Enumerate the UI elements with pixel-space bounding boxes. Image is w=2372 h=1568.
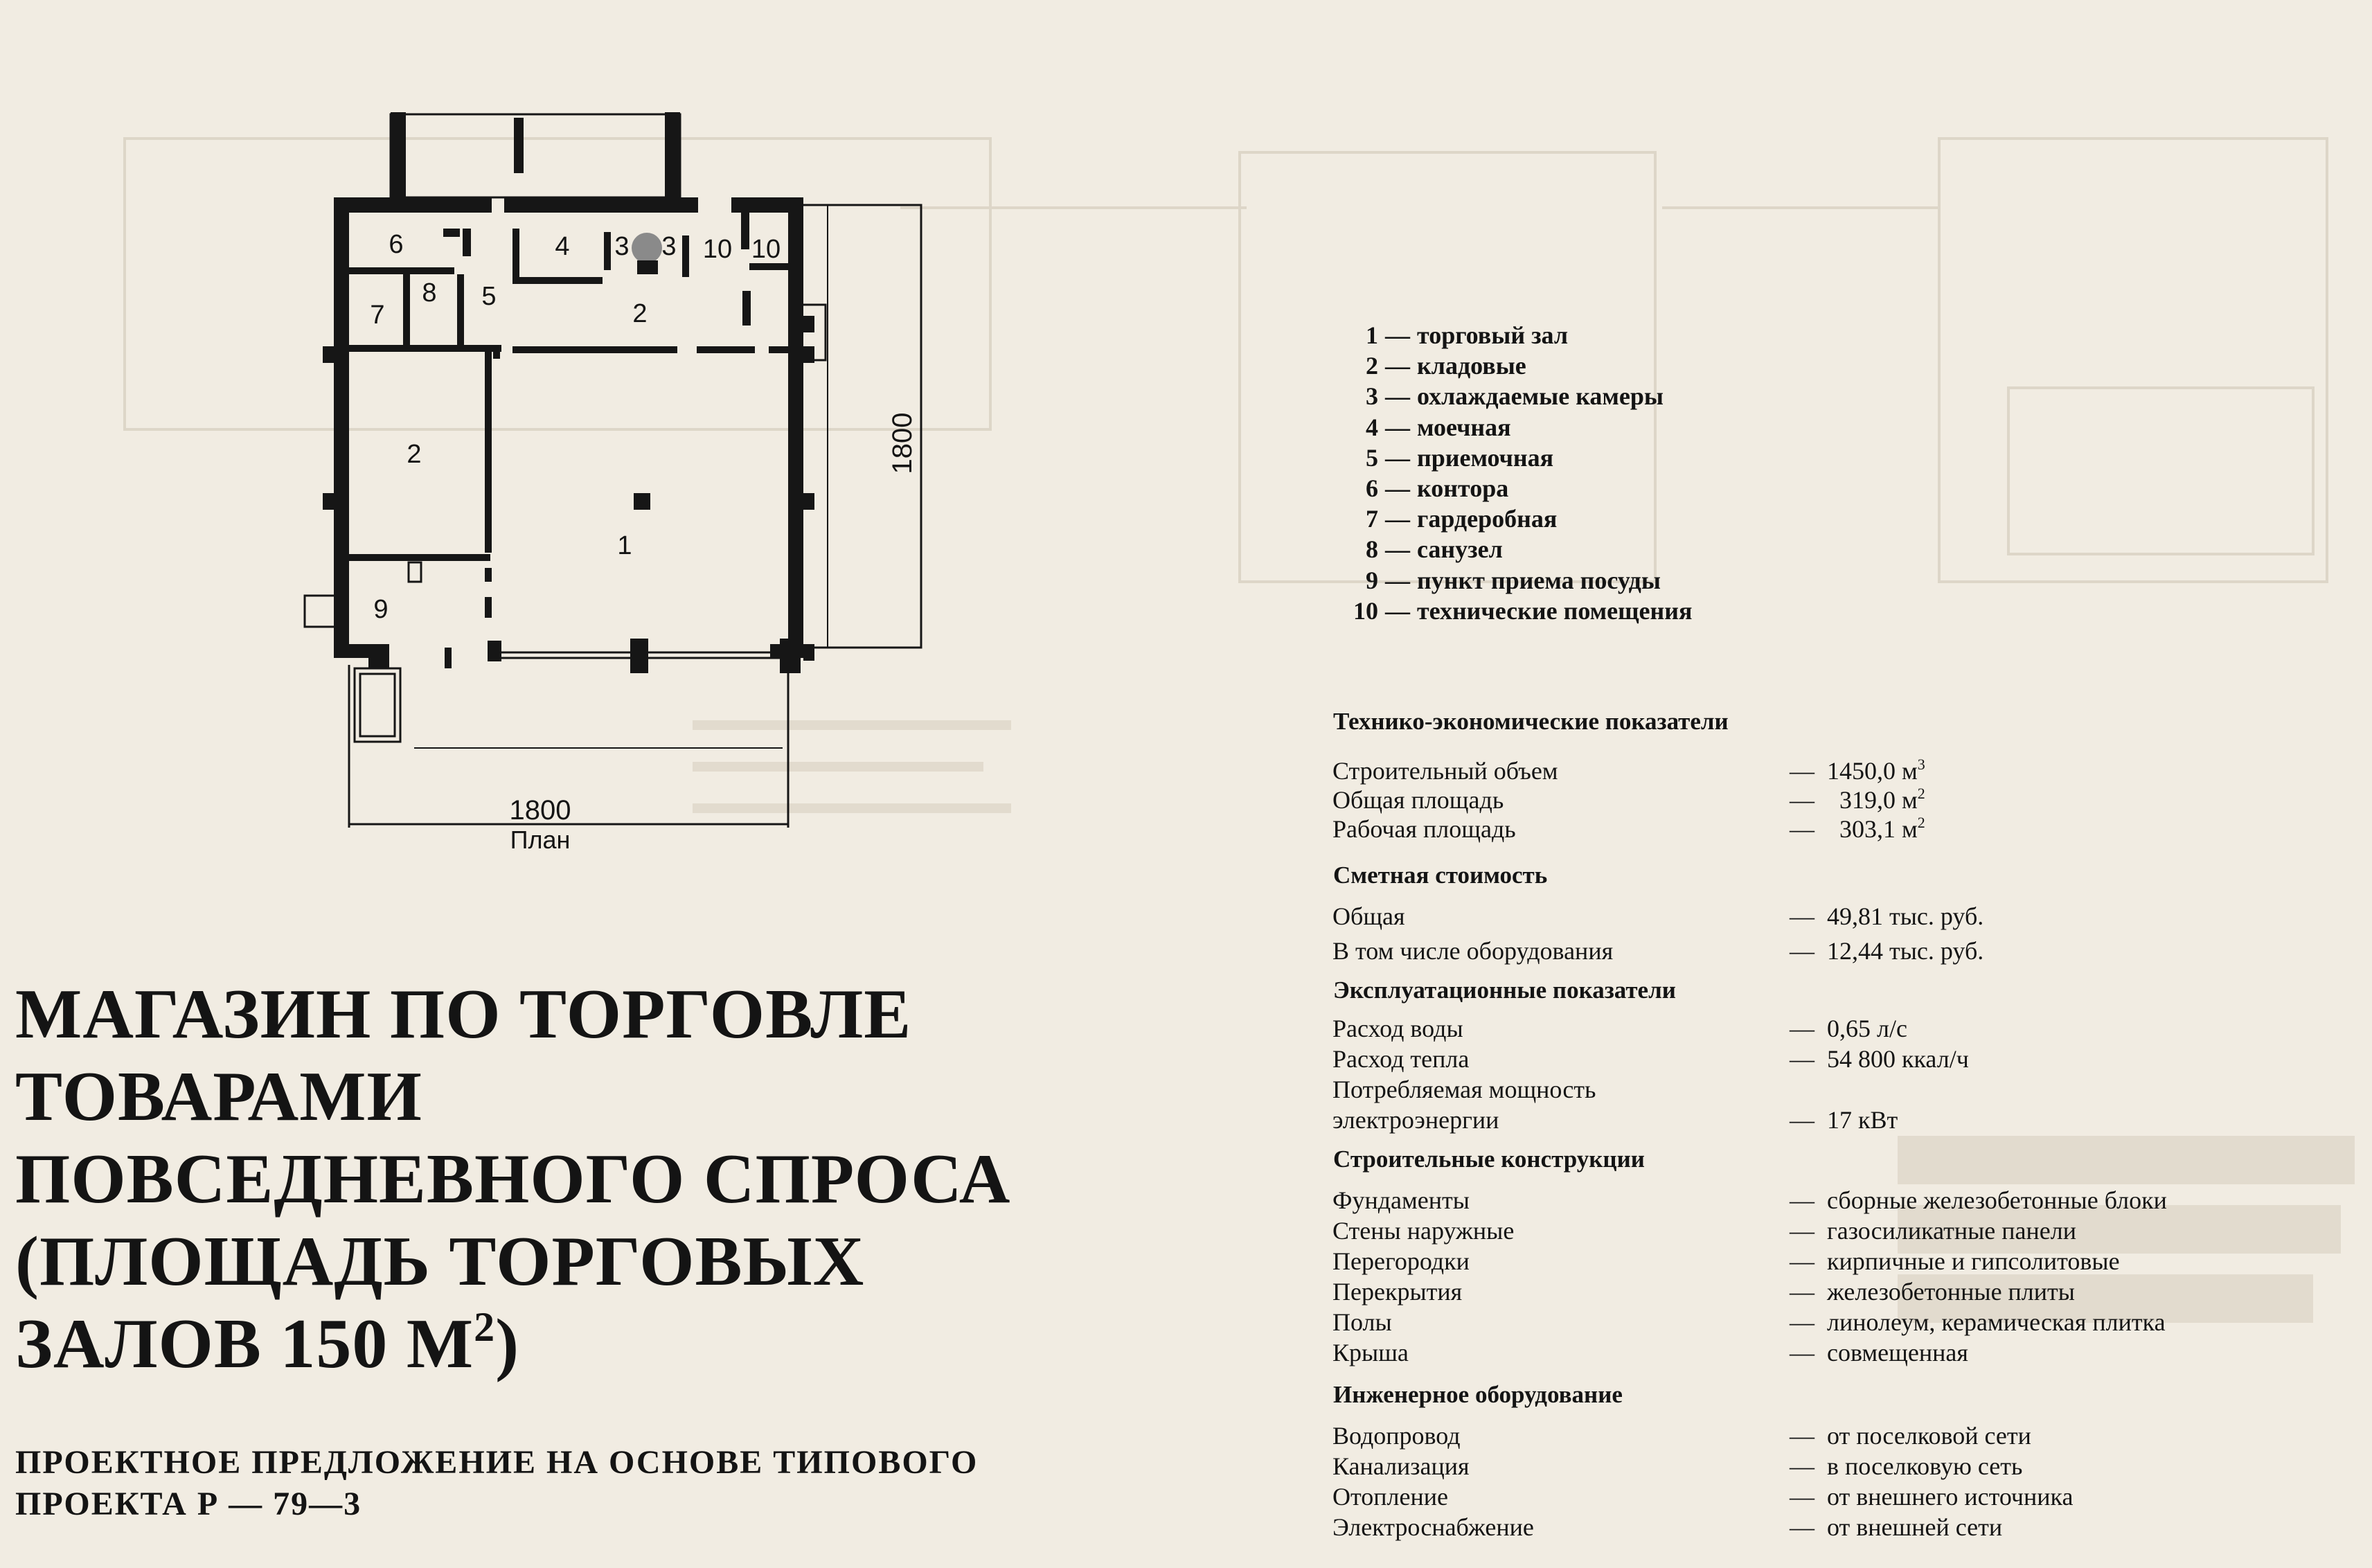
spec-row: Перекрытия — железобетонные плиты xyxy=(1332,1278,2075,1306)
spec-row: Перегородки — кирпичные и гипсолитовые xyxy=(1332,1247,2120,1275)
page-title: МАГАЗИН ПО ТОРГОВЛЕ ТОВАРАМИ ПОВСЕДНЕВНОГО СПРОСА (ПЛОЩАДЬ ТОРГОВЫХ ЗАЛОВ 150 $М^2$) xyxy=(15,975,1011,1383)
spec-row: Рабочая площадь — 303,1 $м^2$ xyxy=(1332,814,1925,843)
spec-row: Потребляемая мощность xyxy=(1332,1076,1596,1103)
section-title-ops: Эксплуатационные показатели xyxy=(1333,977,1676,1004)
dimension-horizontal: 1800 xyxy=(509,795,571,826)
room-label-1: 1 xyxy=(617,531,632,560)
room-label-9: 9 xyxy=(373,595,389,624)
room-legend xyxy=(1337,320,1692,626)
spec-row: Общая — 49,81 тыс. руб. xyxy=(1332,902,1984,930)
section-title-tech: Технико-экономические показатели xyxy=(1333,708,1729,735)
legend-item: 3 — охлаждаемые камеры xyxy=(1366,382,1664,411)
spec-row: Отопление — от внешнего источника xyxy=(1332,1483,2074,1511)
room-label-10b: 10 xyxy=(751,235,781,264)
room-label-8: 8 xyxy=(422,278,437,308)
spec-row: Канализация — в поселковую сеть xyxy=(1332,1452,2023,1480)
spec-row: Строительный объем — 1450,0 $м^3$ xyxy=(1332,756,1925,785)
room-label-5: 5 xyxy=(481,282,497,311)
legend-item: 4 — моечная xyxy=(1366,413,1511,441)
spec-row: Фундаменты — сборные железобетонные блоки xyxy=(1332,1186,2167,1214)
section-title-cost: Сметная стоимость xyxy=(1333,862,1548,889)
legend-item: 1 — торговый зал xyxy=(1366,321,1569,349)
legend-item: 10 — технические помещения xyxy=(1353,596,1693,625)
room-label-4: 4 xyxy=(555,232,570,261)
room-label-2-lower: 2 xyxy=(407,440,422,469)
spec-row: электроэнергии — 17 кВт xyxy=(1332,1106,1898,1134)
legend-item: 6 — контора xyxy=(1366,474,1509,503)
room-label-6: 6 xyxy=(389,230,404,259)
room-label-10a: 10 xyxy=(702,235,733,264)
spec-row: Расход тепла — 54 800 ккал/ч xyxy=(1332,1045,1969,1073)
legend-item: 8 — санузел xyxy=(1366,535,1503,564)
legend-item: 5 — приемочная xyxy=(1366,443,1554,472)
floor-plan xyxy=(291,104,928,873)
room-label-2-upper: 2 xyxy=(632,299,648,328)
legend-item: 9 — пункт приема посуды xyxy=(1366,566,1661,594)
spec-row: Крыша — совмещенная xyxy=(1332,1339,1968,1366)
spec-row: Электроснабжение — от внешней сети xyxy=(1332,1513,2003,1541)
room-label-3a: 3 xyxy=(614,232,630,261)
section-title-constructions: Строительные конструкции xyxy=(1333,1146,1645,1173)
spec-row: Водопровод — от поселковой сети xyxy=(1332,1422,2031,1450)
page-subtitle: ПРОЕКТНОЕ ПРЕДЛОЖЕНИЕ НА ОСНОВЕ ТИПОВОГО ПРОЕКТА Р — 79—3 xyxy=(15,1444,979,1522)
spec-row: Стены наружные — газосиликатные панели xyxy=(1332,1217,2076,1245)
section-title-engineering: Инженерное оборудование xyxy=(1333,1381,1623,1408)
dimension-vertical: 1800 xyxy=(887,412,918,474)
spec-row: Общая площадь — 319,0 $м^2$ xyxy=(1332,785,1925,814)
spec-row: Полы — линолеум, керамическая плитка xyxy=(1332,1308,2166,1336)
room-label-3b: 3 xyxy=(661,232,677,261)
legend-item: 2 — кладовые xyxy=(1366,352,1526,380)
spec-row: В том числе оборудования — 12,44 тыс. руб. xyxy=(1332,937,1984,965)
spec-row: Расход воды — 0,65 л/с xyxy=(1332,1015,1907,1042)
legend-item: 7 — гардеробная xyxy=(1366,505,1558,533)
room-label-7: 7 xyxy=(370,301,385,330)
plan-caption: План xyxy=(510,826,571,854)
